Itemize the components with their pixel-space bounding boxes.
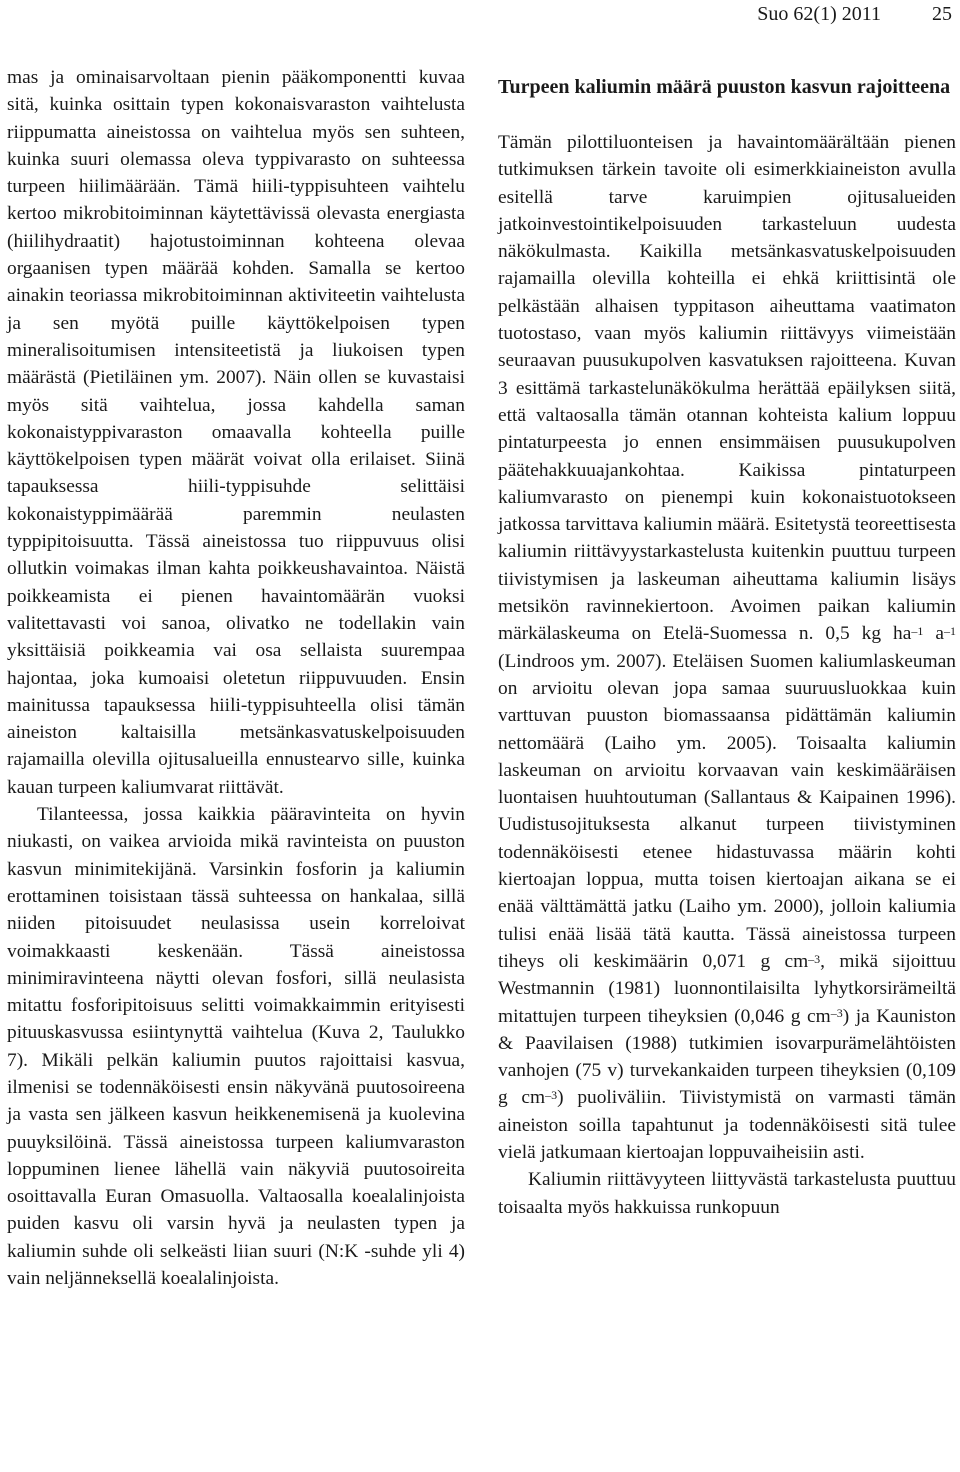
right-paragraph-2: Kaliumin riittävyyteen liittyvästä tarkastelusta puuttuu toisaalta myös hakkuissa runkopuun — [498, 1169, 956, 1218]
section-heading: Turpeen kaliumin määrä puuston kasvun rajoitteena — [498, 76, 951, 98]
superscript: –3 — [545, 1088, 558, 1103]
text-run: ) ja Kauniston & Paavilaisen (1988) tutkimien isovarpurämelähtöisten vanhojen (75 v) turvekankaiden turpeen tiheyksien (0,109 g cm — [498, 1005, 957, 1109]
page-number: 25 — [932, 3, 952, 25]
text-run: a — [923, 623, 944, 645]
text-run: , mikä sijoittuu Westmannin (1981) luonnontilaisilta lyhytkorsirämeiltä mitattujen turpeen tiheyksien (0,046 g cm — [498, 950, 956, 1027]
running-head — [757, 2, 952, 26]
text-run: Tämän pilottiluonteisen ja havaintomäärältään pienen tutkimuksen tärkein tavoite oli esimerkkiaineiston avulla esitellä tarve karuimpien ojitusalueiden jatkoinvestointikelpoisuuden tarkasteluun uudesta näkökulmasta. Kaikilla metsänkasvatuskelpoisuuden rajamailla olevilla kohteilla ei ehkä kriittisintä ole pelkästään alhaisen typpitason aiheuttama vaatimaton tuotostaso, vaan myös kaliumin riittävyys viimeistään seuraavan puusukupolven kasvatuksen rajoitteena. Kuvan 3 esittämä tarkastelunäkökulma herättää epäilyksen siitä, että valtaosalla tämän otannan kohteista kalium loppuu pintaturpeesta jo ennen ensimmäisen puusukupolven päätehakkuuajankohtaa. Kaikissa pintaturpeen kaliumvarasto on pienempi kuin kokonaistuotokseen jatkossa tarvittava kaliumin määrä. Esitetystä teoreettisesta kaliumin riittävyystarkastelusta kuitenkin puuttuu turpeen tiivistymisen ja laskeuman aiheuttama kaliumin lisäys metsikön ravinnekiertoon. Avoimen paikan kaliumin märkälaskeuma on Etelä-Suomessa n. 0,5 kg ha — [498, 132, 956, 645]
right-paragraph-1 — [498, 129, 956, 1166]
superscript: –1 — [911, 624, 924, 639]
left-paragraph-2: Tilanteessa, jossa kaikkia pääravinteita on hyvin niukasti, on vaikea arvioida mikä ravinteista on puuston kasvun minimitekijänä. Varsinkin fosforin ja kaliumin erottaminen toisistaan tässä suhteessa on hankalaa, sillä niiden pitoisuudet neulasissa usein korreloivat voimakkaasti keskenään. Tässä aineistossa minimiravinteena näytti olevan fosfori, sillä neulasista mitattu fosforipitoisuus selitti voimakkaimmin erityisesti pituuskasvussa esiintynyttä vaihtelua (Kuva 2, Taulukko 7). Mikäli pelkän kaliumin puutos rajoittaisi kasvua, ilmenisi se todennäköisesti ensin näkyvänä puutosoireena ja vasta sen jälkeen kasvun heikkenemisenä ja kuolevina puuyksilöinä. Tässä aineistossa turpeen kaliumvaraston loppuminen lienee lähellä vain näkyviä puutosoireita osoittavalla Euran Omasuolla. Valtaosalla koealalinjoista puiden kasvu oli varsin hyvä ja neulasten typen ja kaliumin suhde oli selkeästi liian suuri (N:K -suhde yli 4) vain neljänneksellä koealalinjoista. — [7, 804, 465, 1290]
text-run: (Lindroos ym. 2007). Eteläisen Suomen kaliumlaskeuman on arvioitu olevan jopa samaa suuruusluokkaa kuin varttuvan puuston biomassaansa pidättämän kaliumin nettomäärä (Laiho ym. 2005). Toisaalta kaliumin laskeuman on arvioitu korvaavan vain keskimääräisen luontaisen huuhtoutuman (Sallantaus & Kaipainen 1996). Uudistusojituksesta alkanut turpeen tiivistyminen todennäköisesti etenee hidastuvassa määrin kohti kiertoajan loppua, mutta toisen kiertoajan aikana se ei enää välttämättä jatku (Laiho ym. 2000), jolloin kaliumia tulisi enää lisää tätä kautta. Tässä aineistossa turpeen tiheys oli keskimäärin 0,071 g cm — [498, 650, 956, 972]
right-column — [498, 73, 956, 1221]
superscript: –1 — [943, 624, 956, 639]
text-run: ) puoliväliin. Tiivistymistä on varmasti tämän aineiston soilla tapahtunut ja todennäköisesti sitä tulee vielä jatkumaan kiertoajan loppuvaiheisiin asti. — [498, 1087, 956, 1163]
superscript: –3 — [808, 951, 821, 966]
superscript: –3 — [830, 1006, 843, 1021]
left-column — [7, 64, 465, 1292]
left-paragraph-1: mas ja ominaisarvoltaan pienin pääkomponentti kuvaa sitä, kuinka osittain typen kokonaisvaraston vaihtelusta riippumatta aineistossa on vaihtelua myös sen suhteen, kuinka suuri olemassa oleva typpivarasto on suhteessa turpeen hiilimäärään. Tämä hiili-typpisuhteen vaihtelu kertoo mikrobitoiminnan käytettävissä olevasta energiasta (hiilihydraatit) hajotustoiminnan kohteena olevaa orgaanisen typen määrää kohden. Samalla se kertoo ainakin teoriassa mikrobitoiminnan aktiviteetin vaihtelusta ja sen myötä puille käyttökelpoisen typen mineralisoitumisen intensiteetistä ja liukoisen typen määrästä (Pietiläinen ym. 2007). Näin ollen se kuvastaisi myös sitä vaihtelua, jossa kahdella saman kokonaistyppivaraston omaavalla kohteella puille käyttökelpoisen typen määrät voivat olla erilaiset. Siinä tapauksessa hiili-typpisuhde selittäisi kokonaistyppimäärää paremmin neulasten typpipitoisuutta. Tässä aineistossa tuo riippuvuus olisi ollutkin voimakas ilman kahta poikkeushavaintoa. Näistä poikkeamista ei pienen havaintomäärän vuoksi valitettavasti voi sanoa, olivatko ne todellakin vain yksittäisiä poikkeamia vai osa sellaista suurempaa hajontaa, joka kumoaisi oletetun riippuvuuden. Ensin mainitussa tapauksessa hiili-typpisuhteella olisi tämän aineiston kaltaisilla metsänkasvatuskelpoisuuden rajamailla olevilla ojitusalueilla ennustearvo sille, kuinka kauan turpeen kaliumvarat riittävät. — [7, 67, 465, 798]
journal-reference: Suo 62(1) 2011 — [757, 3, 881, 25]
